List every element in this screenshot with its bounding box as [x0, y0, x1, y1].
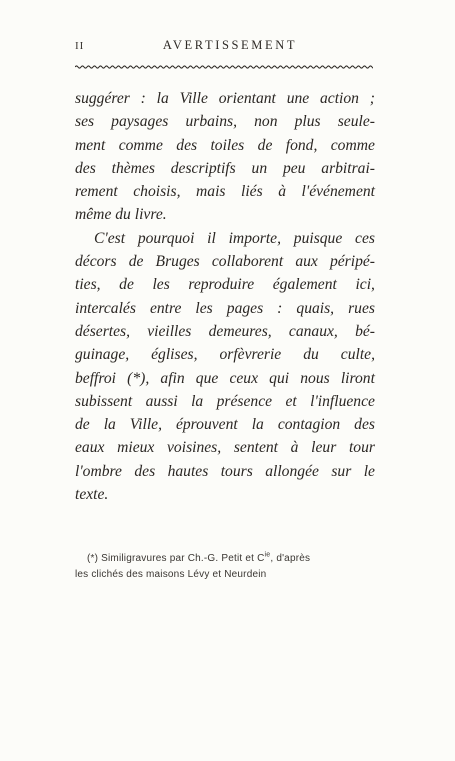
word: importe, [228, 229, 282, 247]
word: de [257, 136, 273, 154]
word: action [320, 90, 359, 107]
word: arbitrai- [321, 159, 375, 177]
word: pages [226, 299, 264, 317]
word: les [195, 299, 213, 317]
word: hautes [167, 462, 209, 480]
word: entre [149, 299, 182, 317]
word: la [156, 90, 169, 107]
text-line [75, 110, 375, 133]
word: seule- [337, 113, 375, 131]
word: l'ombre [75, 462, 122, 480]
word: éprouvent [175, 416, 238, 434]
text-line [75, 460, 375, 483]
text-line [75, 180, 375, 203]
word: à [290, 439, 299, 457]
word: guinage, [75, 346, 130, 364]
word: Bruges [155, 253, 200, 271]
word: tours [220, 462, 253, 480]
word: (*), [127, 369, 150, 387]
word: collaborent [211, 253, 284, 271]
page-number: II [75, 40, 85, 52]
word: des [176, 136, 198, 154]
word: tour [348, 439, 375, 457]
word: rement [75, 183, 118, 201]
word: vieilles [147, 322, 192, 340]
word: les [152, 276, 170, 294]
word: ceux [229, 369, 259, 387]
word: le [363, 462, 375, 480]
text-line [75, 250, 375, 273]
word: des [75, 159, 96, 177]
word: une [286, 90, 310, 107]
word: la [191, 392, 204, 410]
word: orfèvrerie [219, 346, 282, 364]
text-line [75, 343, 375, 366]
word: ces [355, 229, 375, 247]
word: mais [196, 183, 226, 201]
word: décors [75, 253, 117, 271]
word: ici, [355, 276, 375, 294]
word: rues [348, 299, 375, 317]
text-line [75, 367, 375, 390]
word: comme [330, 136, 375, 154]
word: aux [295, 253, 318, 271]
word: du [303, 346, 319, 364]
text-line [75, 390, 375, 413]
word: un [251, 159, 268, 177]
word: plus [294, 113, 321, 131]
word: ; [369, 90, 375, 107]
word: pourquoi [137, 229, 195, 247]
word: également [272, 276, 337, 294]
word: puisque [293, 229, 343, 247]
word: contagion [277, 416, 341, 434]
word: allongée [265, 462, 319, 480]
word: orientant [218, 90, 276, 107]
word: suggérer [75, 90, 130, 107]
word: leur [311, 439, 337, 457]
word: peu [282, 159, 306, 177]
text-line: même du livre. [75, 206, 167, 224]
word: Ville, [129, 416, 162, 434]
word: l'influence [310, 392, 375, 410]
text-line [75, 436, 375, 459]
word: liés [241, 183, 263, 201]
footnote-line [75, 551, 375, 567]
text-line [75, 297, 375, 320]
word: comme [118, 136, 163, 154]
word: non [254, 113, 278, 131]
text-line [75, 87, 375, 110]
footnote-text: (*) Similigravures par Ch.-G. Petit et C [87, 553, 265, 564]
word: mieux [117, 439, 155, 457]
word: présence [216, 392, 273, 410]
word: des [134, 462, 156, 480]
word: aussi [145, 392, 178, 410]
word: églises, [151, 346, 198, 364]
word: quais, [296, 299, 335, 317]
word: ses [75, 113, 95, 131]
text-line [75, 320, 375, 343]
word: bé- [355, 322, 375, 340]
word: eaux [75, 439, 105, 457]
word: C'est [94, 229, 126, 247]
word: afin [160, 369, 185, 387]
word: : [277, 299, 283, 317]
text-line [75, 157, 375, 180]
word: des [354, 416, 375, 434]
word: demeures, [208, 322, 272, 340]
word: et [285, 392, 297, 410]
footnote-superscript: ie [264, 551, 271, 559]
word: canaux, [288, 322, 338, 340]
word: Ville [179, 90, 208, 107]
decorative-wavy-rule [75, 64, 373, 70]
word: que [195, 369, 219, 387]
word: ties, [75, 276, 101, 294]
word: péripé- [329, 253, 375, 271]
word: qui [269, 369, 290, 387]
footnote-text-end: , d'après [270, 553, 311, 564]
word: de [119, 276, 134, 294]
word: intercalés [75, 299, 136, 317]
word: l'événement [301, 183, 375, 201]
word: paysages [111, 113, 169, 131]
word: de [75, 416, 90, 434]
word: liront [340, 369, 375, 387]
word: thèmes [111, 159, 155, 177]
word: voisines, [167, 439, 222, 457]
word: désertes, [75, 322, 130, 340]
word: sentent [233, 439, 278, 457]
word: choisis, [133, 183, 181, 201]
word: la [103, 416, 116, 434]
footnote [75, 551, 375, 583]
word: descriptifs [170, 159, 236, 177]
text-line [75, 413, 375, 436]
word: : [140, 90, 146, 107]
word: reproduire [188, 276, 255, 294]
body-text [75, 87, 375, 506]
word: toiles [210, 136, 245, 154]
word: la [251, 416, 264, 434]
text-line [75, 273, 375, 296]
word: à [278, 183, 286, 201]
footnote-line: les clichés des maisons Lévy et Neurdein [75, 569, 267, 580]
page-header [75, 38, 371, 56]
word: nous [300, 369, 330, 387]
word: de [128, 253, 144, 271]
word: urbains, [185, 113, 238, 131]
running-title: AVERTISSEMENT [162, 38, 298, 52]
word: subissent [75, 392, 133, 410]
word: sur [331, 462, 352, 480]
word: culte, [340, 346, 375, 364]
word: beffroi [75, 369, 117, 387]
word: il [207, 229, 216, 247]
text-line [75, 227, 375, 250]
text-line [75, 134, 375, 157]
text-line: texte. [75, 486, 109, 504]
word: fond, [285, 136, 318, 154]
word: ment [75, 136, 106, 154]
